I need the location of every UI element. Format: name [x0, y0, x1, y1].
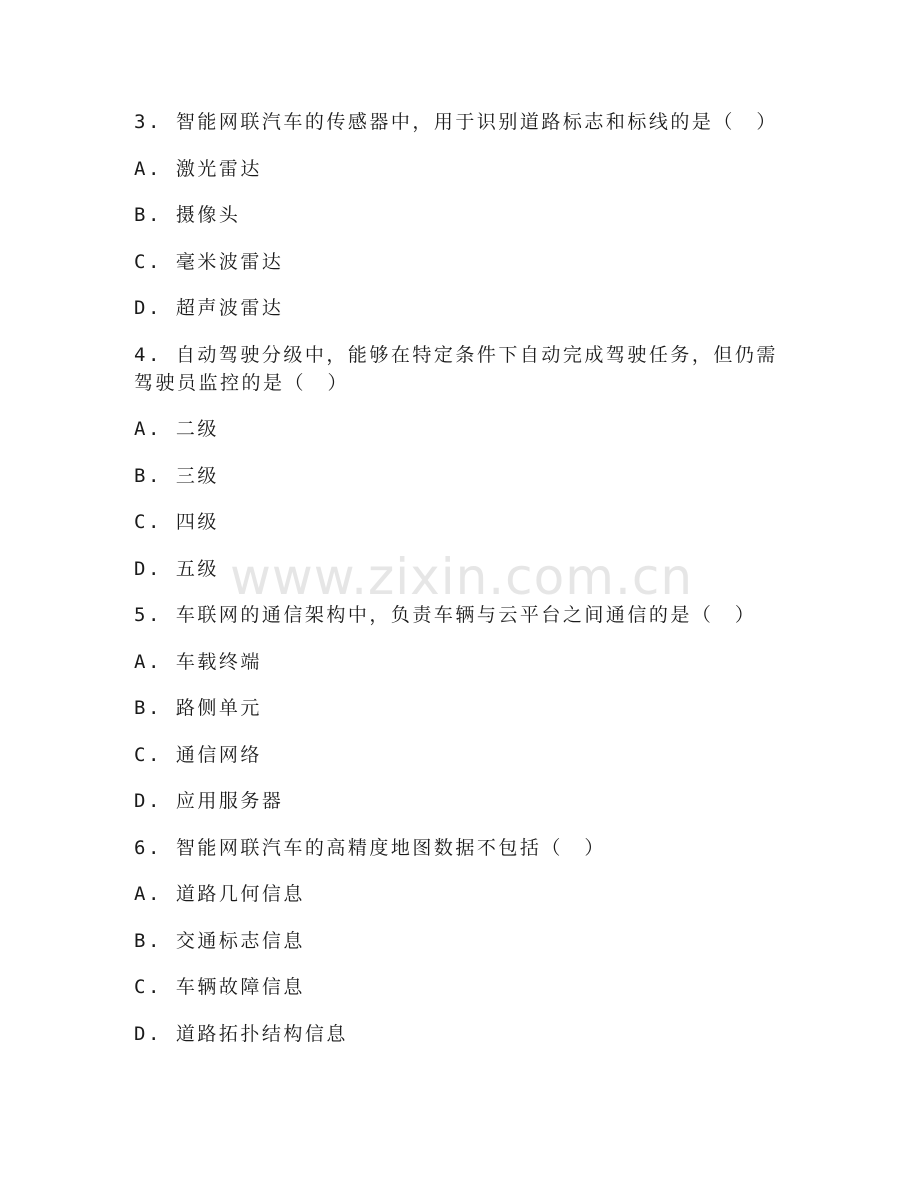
question-3 — [134, 108, 794, 322]
question-5 — [134, 601, 794, 815]
option-b: B. 路侧单元 — [134, 697, 262, 719]
option-d: D. 五级 — [134, 557, 219, 580]
option-a: A. 激光雷达 — [134, 157, 262, 180]
option-b: B. 摄像头 — [134, 204, 241, 226]
question-stem: 4. 自动驾驶分级中，能够在特定条件下自动完成驾驶任务，但仍需驾驶员监控的是（ ） — [134, 343, 778, 394]
option-a: A. 二级 — [134, 418, 219, 440]
question-stem: 6. 智能网联汽车的高精度地图数据不包括（ ） — [134, 836, 606, 859]
question-stem: 5. 车联网的通信架构中，负责车辆与云平台之间通信的是（ ） — [134, 604, 757, 626]
option-d: D. 超声波雷达 — [134, 297, 284, 319]
option-a: A. 车载终端 — [134, 650, 262, 673]
option-c: C. 四级 — [134, 511, 219, 533]
option-b: B. 三级 — [134, 464, 219, 487]
option-d: D. 应用服务器 — [134, 790, 284, 812]
option-c: C. 毫米波雷达 — [134, 250, 284, 273]
option-c: C. 通信网络 — [134, 743, 262, 766]
option-c: C. 车辆故障信息 — [134, 976, 305, 998]
question-list — [134, 108, 794, 1066]
watermark: www.zixin.com.cn — [230, 548, 694, 606]
question-stem: 3. 智能网联汽车的传感器中，用于识别道路标志和标线的是（ ） — [134, 111, 778, 133]
question-6 — [134, 834, 794, 1048]
option-a: A. 道路几何信息 — [134, 883, 305, 905]
option-b: B. 交通标志信息 — [134, 929, 305, 952]
question-4 — [134, 341, 794, 583]
option-d: D. 道路拓扑结构信息 — [134, 1022, 348, 1045]
